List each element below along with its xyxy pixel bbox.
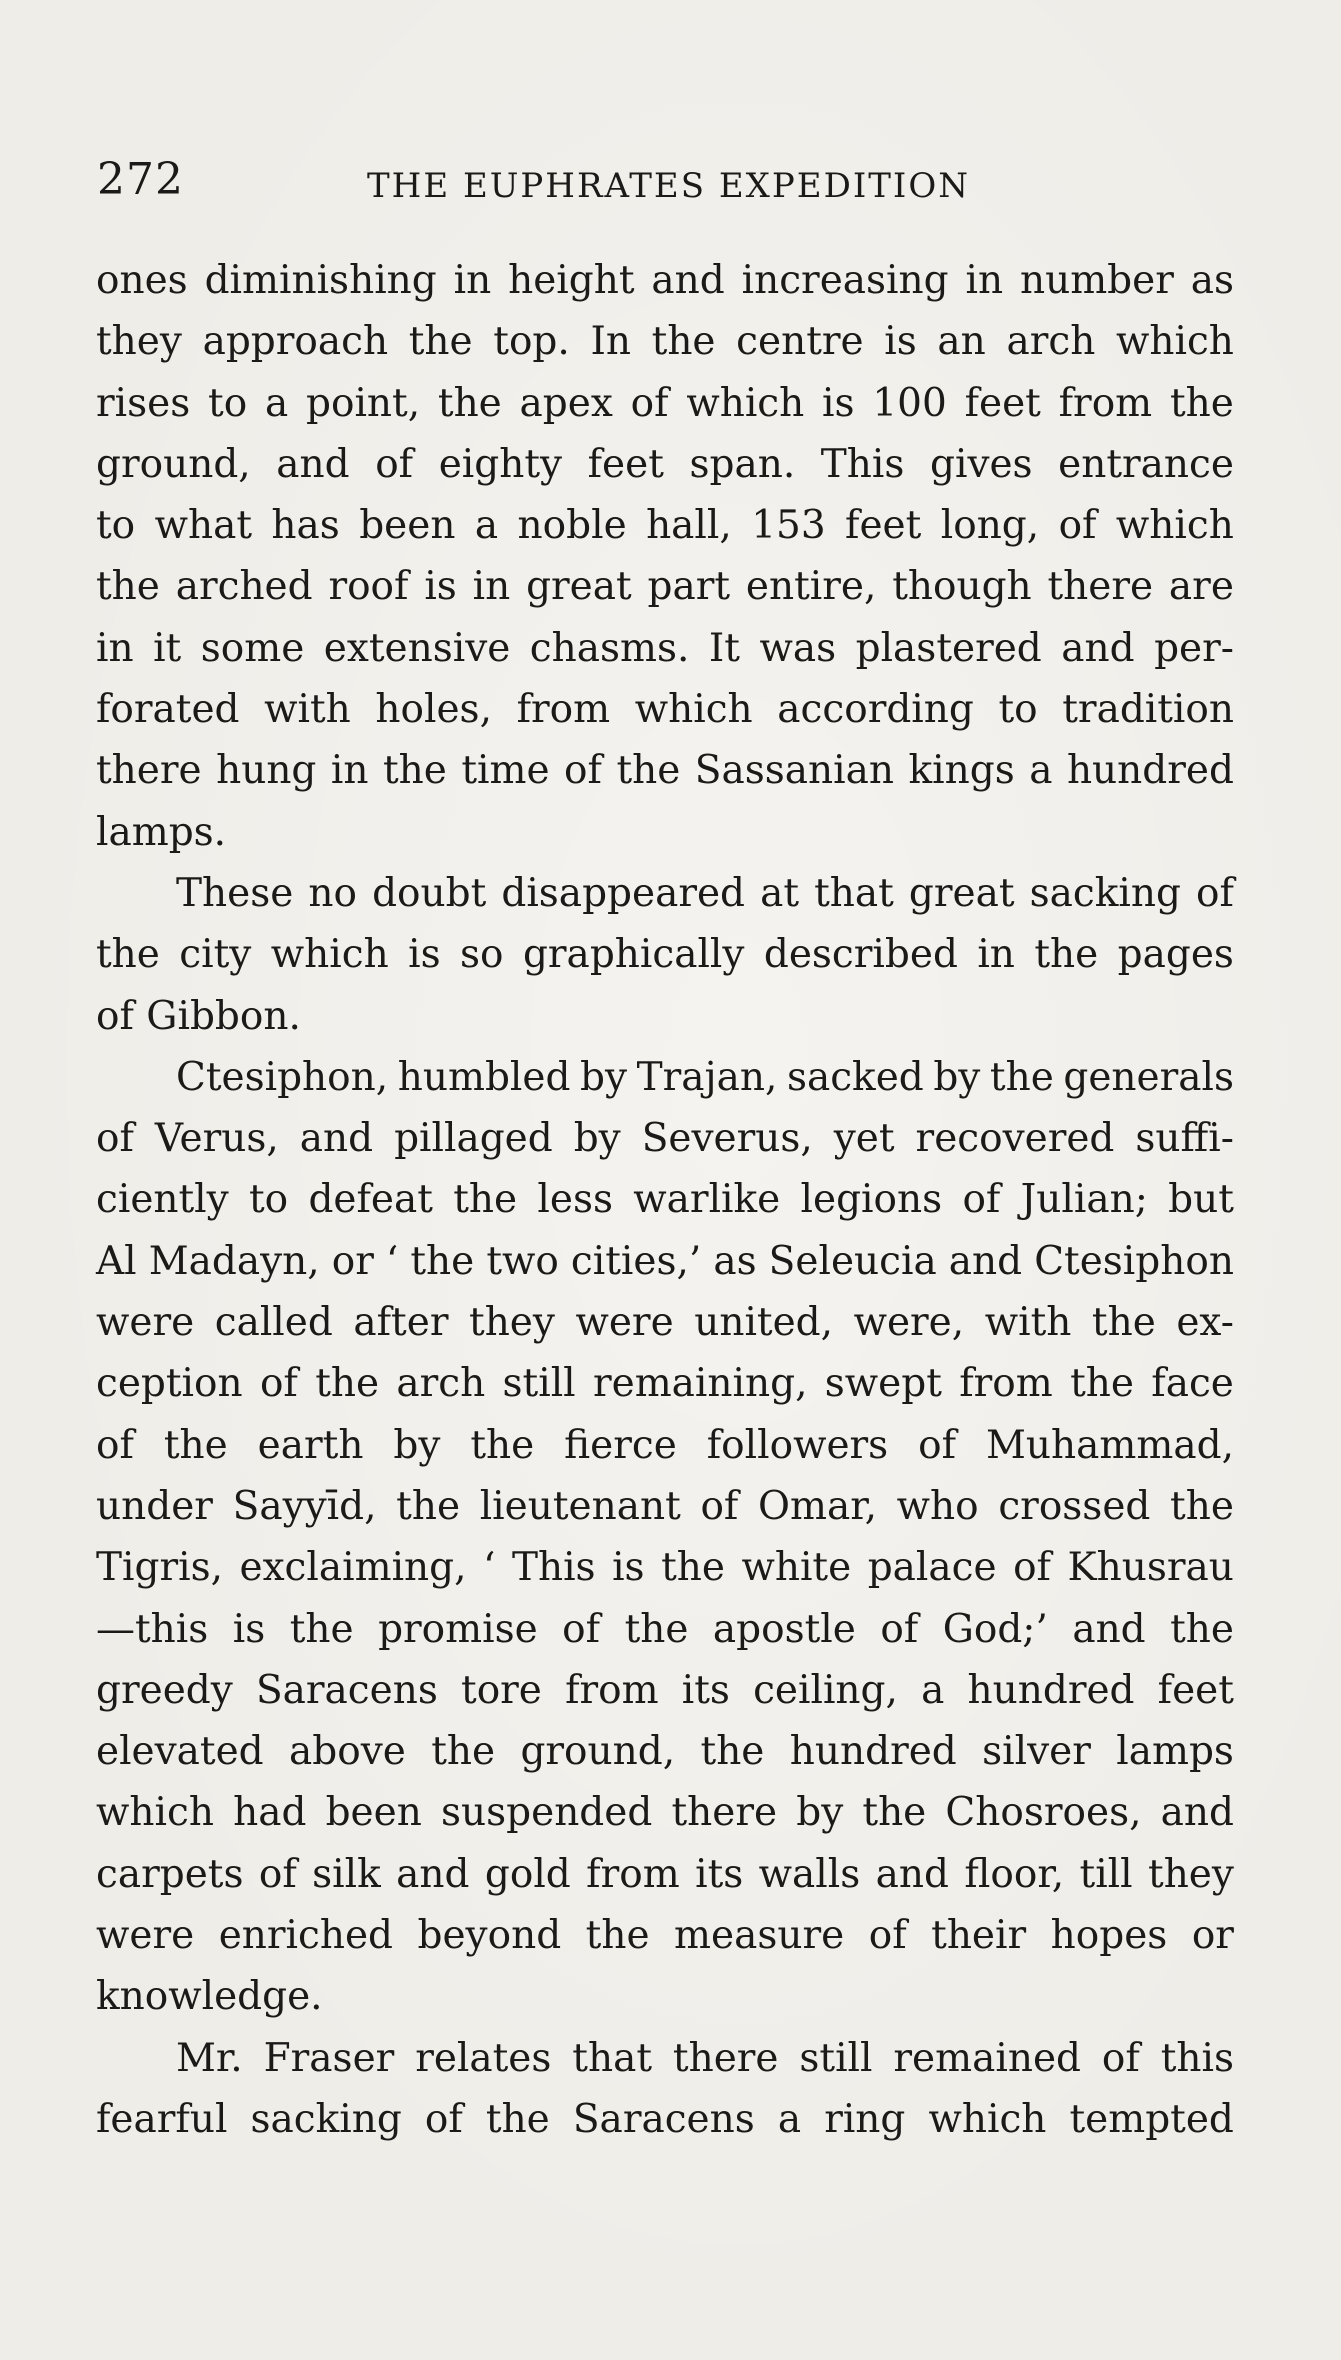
text-line: they approach the top. In the centre is an arch which (96, 319, 1234, 365)
text-line: under Sayyīd, the lieutenant of Omar, who crossed the (96, 1483, 1234, 1529)
text-line: forated with holes, from which according to tradition (96, 687, 1234, 733)
text-line: of the earth by the fierce followers of Muhammad, (96, 1422, 1234, 1468)
text-line: Al Madayn, or ‘ the two cities,’ as Seleucia and Ctesiphon (96, 1238, 1234, 1284)
text-line: ground, and of eighty feet span. This gives entrance (96, 441, 1234, 487)
text-line: Mr. Fraser relates that there still remained of this (176, 2035, 1234, 2081)
text-line: the city which is so graphically described in the pages (96, 932, 1234, 978)
text-line: lamps. (96, 809, 227, 855)
text-line: Tigris, exclaiming, ‘ This is the white palace of Khusrau (96, 1545, 1234, 1591)
text-line: to what has been a noble hall, 153 feet long, of which (96, 503, 1234, 549)
text-line: of Verus, and pillaged by Severus, yet recovered suffi- (96, 1116, 1234, 1162)
text-line: greedy Saracens tore from its ceiling, a hundred feet (96, 1667, 1234, 1713)
text-line: the arched roof is in great part entire, though there are (96, 564, 1234, 610)
text-line: ciently to defeat the less warlike legions of Julian; but (96, 1177, 1234, 1223)
text-line: were enriched beyond the measure of their hopes or (96, 1913, 1234, 1959)
text-line: These no doubt disappeared at that great sacking of (176, 870, 1234, 916)
text-line: were called after they were united, were, with the ex- (96, 1300, 1234, 1346)
text-line: Ctesiphon, humbled by Trajan, sacked by the generals (176, 1054, 1234, 1100)
text-line: carpets of silk and gold from its walls and floor, till they (96, 1851, 1234, 1897)
text-line: fearful sacking of the Saracens a ring which tempted (96, 2096, 1234, 2142)
text-line: there hung in the time of the Sassanian kings a hundred (96, 748, 1234, 794)
text-line: rises to a point, the apex of which is 100 feet from the (96, 380, 1234, 426)
text-line: ones diminishing in height and increasing in number as (96, 258, 1234, 303)
text-line: of Gibbon. (96, 993, 301, 1039)
page-number: 272 (97, 154, 184, 205)
text-line: knowledge. (96, 1974, 323, 2020)
text-line: in it some extensive chasms. It was plastered and per- (96, 625, 1234, 671)
text-line: which had been suspended there by the Chosroes, and (96, 1790, 1234, 1836)
page-header (97, 150, 1237, 210)
text-line: ception of the arch still remaining, swept from the face (96, 1361, 1234, 1407)
running-head: THE EUPHRATES EXPEDITION (367, 166, 970, 206)
body-text (96, 250, 1234, 2150)
text-line: —this is the promise of the apostle of God;’ and the (96, 1606, 1234, 1652)
text-line: elevated above the ground, the hundred silver lamps (96, 1729, 1234, 1775)
